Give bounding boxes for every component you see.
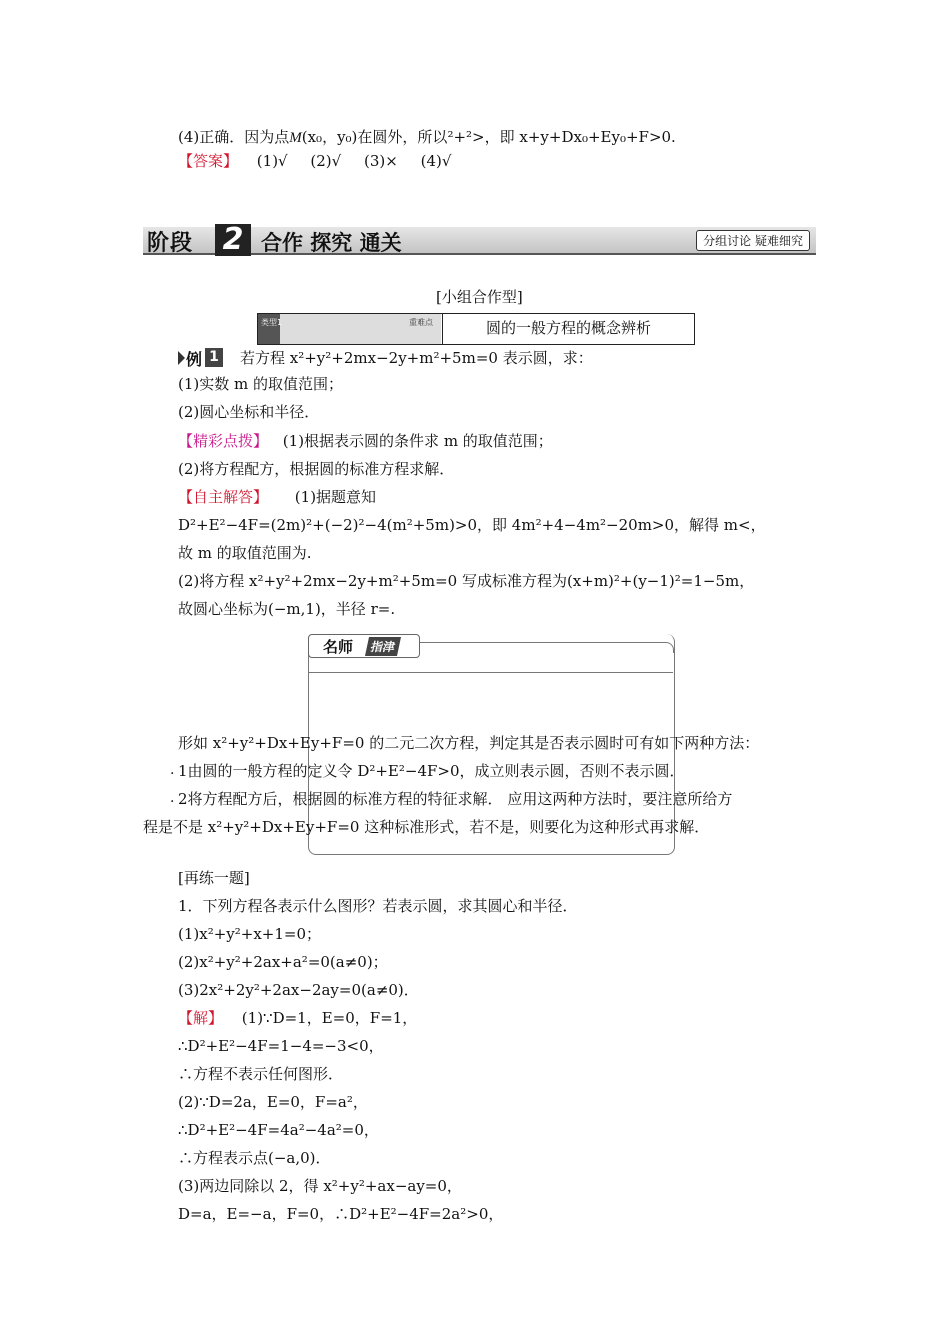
solution-l4: (2)将方程 x²+y²+2mx−2y+m²+5m=0 写成标准方程为(x+m)²+(y−1)²=1−5m， xyxy=(178,572,755,590)
note-header-a: 名师 xyxy=(323,638,354,656)
hint-label: 【精彩点拨】 xyxy=(178,432,269,450)
practice-s5: ∴D²+E²−4F=4a²−4a²=0， xyxy=(178,1121,379,1139)
practice-s6: ∴方程表示点(−a,0)． xyxy=(178,1149,331,1167)
practice-s4: (2)∵D=2a，E=0，F=a²， xyxy=(178,1093,368,1111)
hint-line-1 xyxy=(178,431,553,451)
bullet-dot-icon: . xyxy=(170,762,175,778)
solution-line-1 xyxy=(178,487,376,507)
practice-q3: (3)2x²+2y²+2ax−2ay=0(a≠0)． xyxy=(178,981,419,999)
solution-l5: 故圆心坐标为(−m,1)，半径 r=. xyxy=(178,600,396,618)
example-number: 1 xyxy=(205,348,223,367)
note-header xyxy=(308,634,420,658)
item4-mid: 在圆外，所以 xyxy=(357,128,448,146)
triangle-icon xyxy=(178,351,185,365)
answer-2: (2)√ xyxy=(310,152,342,170)
practice-s7: (3)两边同除以 2，得 x²+y²+ax−ay=0， xyxy=(178,1177,462,1195)
answer-3: (3)× xyxy=(363,152,398,170)
practice-q1: (1)x²+y²+x+1=0； xyxy=(178,925,322,943)
solution-label: 【自主解答】 xyxy=(178,488,269,506)
answer-line xyxy=(178,151,451,171)
group-type: [小组合作型] xyxy=(436,288,523,306)
example-q2: (2)圆心坐标和半径． xyxy=(178,403,320,421)
type-box xyxy=(257,313,695,345)
stage-banner xyxy=(143,224,816,256)
note-p2: 2将方程配方后，根据圆的标准方程的特征求解． 应用这两种方法时，要注意所给方 xyxy=(178,790,733,808)
hint-text-2: (2)将方程配方，根据圆的标准方程求解． xyxy=(178,460,455,478)
practice-s3: ∴方程不表示任何图形． xyxy=(178,1065,344,1083)
stage-title: 合作 探究 通关 xyxy=(261,231,402,255)
item4-prefix: (4)正确．因为点 xyxy=(178,128,290,146)
practice-label: [再练一题] xyxy=(178,869,250,887)
practice-s8: D=a，E=−a，F=0，∴D²+E²−4F=2a²>0， xyxy=(178,1205,504,1223)
type-box-title: 圆的一般方程的概念辨析 xyxy=(442,314,694,344)
note-p3: 程是不是 x²+y²+Dx+Ey+F=0 这种标准形式，若不是，则要化为这种形式再求解． xyxy=(143,818,710,836)
item4-point-args: (x₀，y₀) xyxy=(301,128,358,146)
note-divider xyxy=(308,672,673,673)
item4-frag: ²+²>，即 xyxy=(447,128,515,146)
example-stem: 若方程 x²+y²+2mx−2y+m²+5m=0 表示圆，求： xyxy=(240,349,593,367)
bullet-dot-icon: . xyxy=(170,790,175,806)
note-top-border xyxy=(420,642,674,653)
practice-q2: (2)x²+y²+2ax+a²=0(a≠0)； xyxy=(178,953,388,971)
stage-number: 2 xyxy=(215,224,251,256)
hint-text-1: (1)根据表示圆的条件求 m 的取值范围； xyxy=(282,432,553,450)
stage-label: 阶段 xyxy=(147,231,194,256)
example-text: 例 xyxy=(186,350,203,369)
example-q1: (1)实数 m 的取值范围； xyxy=(178,375,344,393)
solution-l3: 故 m 的取值范围为. xyxy=(178,544,312,562)
solution-l2: D²+E²−4F=(2m)²+(−2)²−4(m²+5m)>0，即 4m²+4−4m²−20m>0，解得 m<， xyxy=(178,516,766,534)
type-box-label-area xyxy=(258,314,441,344)
item4-line xyxy=(178,127,676,148)
note-p0: 形如 x²+y²+Dx+Ey+F=0 的二元二次方程，判定其是否表示圆时可有如下两种方法： xyxy=(178,734,760,752)
note-p1: 1由圆的一般方程的定义令 D²+E²−4F>0，成立则表示圆，否则不表示圆． xyxy=(178,762,685,780)
item4-ineq: x+y+Dx₀+Ey₀+F>0. xyxy=(519,128,676,146)
answer-1: (1)√ xyxy=(256,152,288,170)
stage-tag: 分组讨论 疑难细究 xyxy=(696,230,810,251)
item4-point-M: M xyxy=(289,130,302,146)
practice-q: 1．下列方程各表示什么图形？若表示圆，求其圆心和半径． xyxy=(178,897,578,915)
answer-label: 【答案】 xyxy=(178,152,239,170)
practice-s1: (1)∵D=1，E=0，F=1， xyxy=(241,1009,418,1027)
practice-s2: ∴D²+E²−4F=1−4=−3<0， xyxy=(178,1037,384,1055)
type-tag: 重难点 xyxy=(409,318,433,327)
practice-sol-label: 【解】 xyxy=(178,1009,224,1027)
practice-sol-line xyxy=(178,1008,417,1028)
type-label: 类型1 xyxy=(261,318,283,327)
solution-l1: (1)据题意知 xyxy=(294,488,377,506)
answer-4: (4)√ xyxy=(420,152,452,170)
note-header-b: 指津 xyxy=(365,637,401,656)
